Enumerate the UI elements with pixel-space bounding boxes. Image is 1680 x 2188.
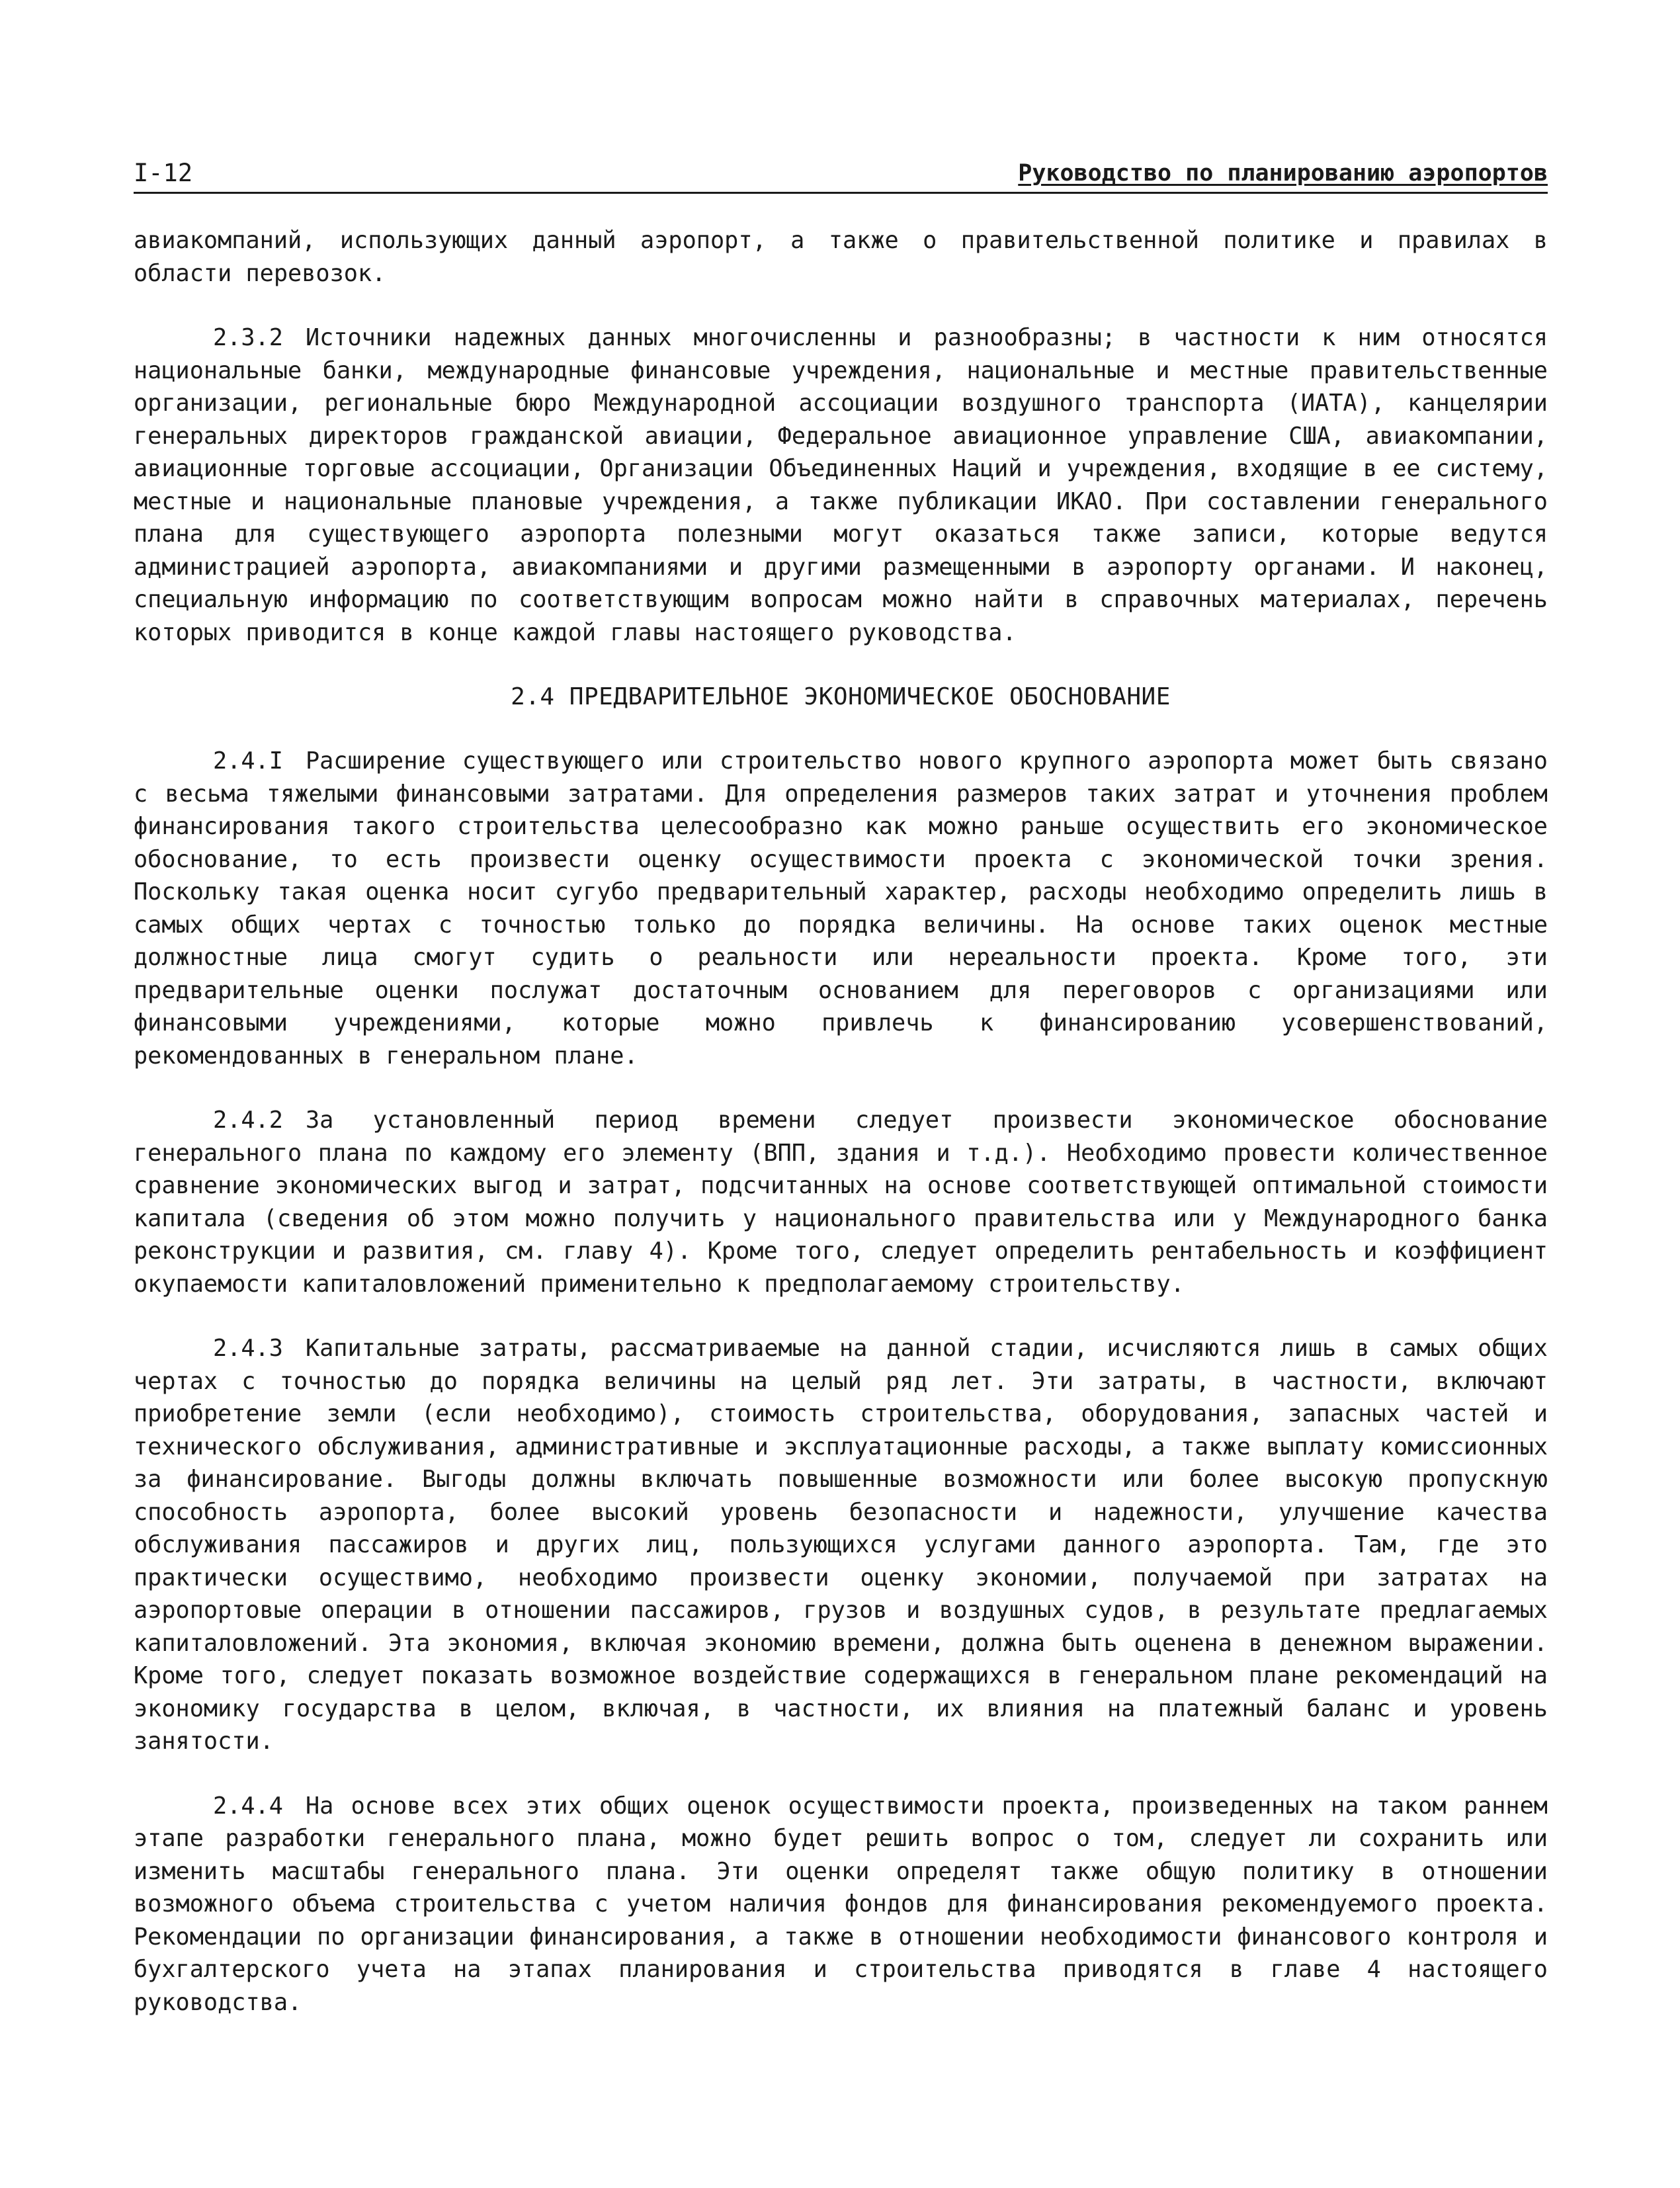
paragraph-2-4-1 [134, 745, 1548, 1072]
paragraph-text: За установленный период времени следует произвести экономическое обоснование генерального плана по каждому его элементу (ВПП, здания и т.д.). Необходимо провести количественное сравнение экономических выгод и затрат, подсчитанных на основе соответствующей оптимальной стоимости капитала (сведения об этом можно получить у национального правительства или у Международного банка реконструкции и развития, см. главу 4). Кроме того, следует определить рентабельность и коэффициент окупаемости капиталовложений применительно к предполагаемому строительству. [134, 1107, 1548, 1298]
paragraph-text: Капитальные затраты, рассматриваемые на данной стадии, исчисляются лишь в самых общих чертах с точностью до порядка величины на целый ряд лет. Эти затраты, в частности, включают приобретение земли (если необходимо), стоимость строительства, оборудования, запасных частей и технического обслуживания, административные и эксплуатационные расходы, а также выплату комиссионных за финансирование. Выгоды должны включать повышенные возможности или более высокую пропускную способность аэропорта, более высокий уровень безопасности и надежности, улучшение качества обслуживания пассажиров и других лиц, пользующихся услугами данного аэропорта. Там, где это практически осуществимо, необходимо произвести оценку экономии, получаемой при затратах на аэропортовые операции в отношении пассажиров, грузов и воздушных судов, в результате предлагаемых капиталовложений. Эта экономия, включая экономию времени, должна быть оценена в денежном выражении. Кроме того, следует показать возможное воздействие содержащихся в генеральном плане рекомендаций на экономику государства в целом, включая, в частности, их влияния на платежный баланс и уровень занятости. [134, 1335, 1548, 1755]
paragraph-2-4-4 [134, 1790, 1548, 2019]
page-header [134, 155, 1548, 194]
running-title: Руководство по планированию аэропортов [1018, 160, 1548, 187]
paragraph-number: 2.4.3 [213, 1335, 283, 1362]
paragraph-number: 2.4.I [213, 747, 283, 775]
paragraph-2-4-3 [134, 1332, 1548, 1758]
paragraph-2-4-2 [134, 1104, 1548, 1300]
paragraph-number: 2.3.2 [213, 324, 283, 351]
document-page [134, 155, 1548, 2019]
paragraph-text: Источники надежных данных многочисленны и разнообразны; в частности к ним относятся национальные банки, международные финансовые учреждения, национальные и местные правительственные организации, региональные бюро Международной ассоциации воздушного транспорта (ИАТА), канцелярии генеральных директоров гражданской авиации, Федеральное авиационное управление США, авиакомпании, авиационные торговые ассоциации, Организации Объединенных Наций и учреждения, входящие в ее систему, местные и национальные плановые учреждения, а также публикации ИКАО. При составлении генерального плана для существующего аэропорта полезными могут оказаться также записи, которые ведутся администрацией аэропорта, авиакомпаниями и другими размещенными в аэропорту органами. И наконец, специальную информацию по соответствующим вопросам можно найти в справочных материалах, перечень которых приводится в конце каждой главы настоящего руководства. [134, 324, 1548, 646]
paragraph-text: Расширение существующего или строительство нового крупного аэропорта может быть связано с весьма тяжелыми финансовыми затратами. Для определения размеров таких затрат и уточнения проблем финансирования такого строительства целесообразно как можно раньше осуществить его экономическое обоснование, то есть произвести оценку осуществимости проекта с экономической точки зрения. Поскольку такая оценка носит сугубо предварительный характер, расходы необходимо определить лишь в самых общих чертах с точностью только до порядка величины. На основе таких оценок местные должностные лица смогут судить о реальности или нереальности проекта. Кроме того, эти предварительные оценки послужат достаточным основанием для переговоров с организациями или финансовыми учреждениями, которые можно привлечь к финансированию усовершенствований, рекомендованных в генеральном плане. [134, 747, 1548, 1070]
continued-paragraph: авиакомпаний, использующих данный аэропорт, а также о правительственной политике и правилах в области перевозок. [134, 227, 1548, 287]
paragraph-2-3-2 [134, 321, 1548, 649]
paragraph-text: На основе всех этих общих оценок осуществимости проекта, произведенных на таком раннем этапе разработки генерального плана, можно будет решить вопрос о том, следует ли сохранить или изменить масштабы генерального плана. Эти оценки определят также общую политику в отношении возможного объема строительства с учетом наличия фондов для финансирования рекомендуемого проекта. Рекомендации по организации финансирования, а также в отношении необходимости финансового контроля и бухгалтерского учета на этапах планирования и строительства приводятся в главе 4 настоящего руководства. [134, 1792, 1548, 2016]
paragraph-number: 2.4.4 [213, 1792, 283, 1820]
section-heading: 2.4 ПРЕДВАРИТЕЛЬНОЕ ЭКОНОМИЧЕСКОЕ ОБОСНОВАНИЕ [511, 683, 1171, 710]
paragraph-number: 2.4.2 [213, 1107, 283, 1134]
page-number: I-12 [134, 159, 193, 187]
